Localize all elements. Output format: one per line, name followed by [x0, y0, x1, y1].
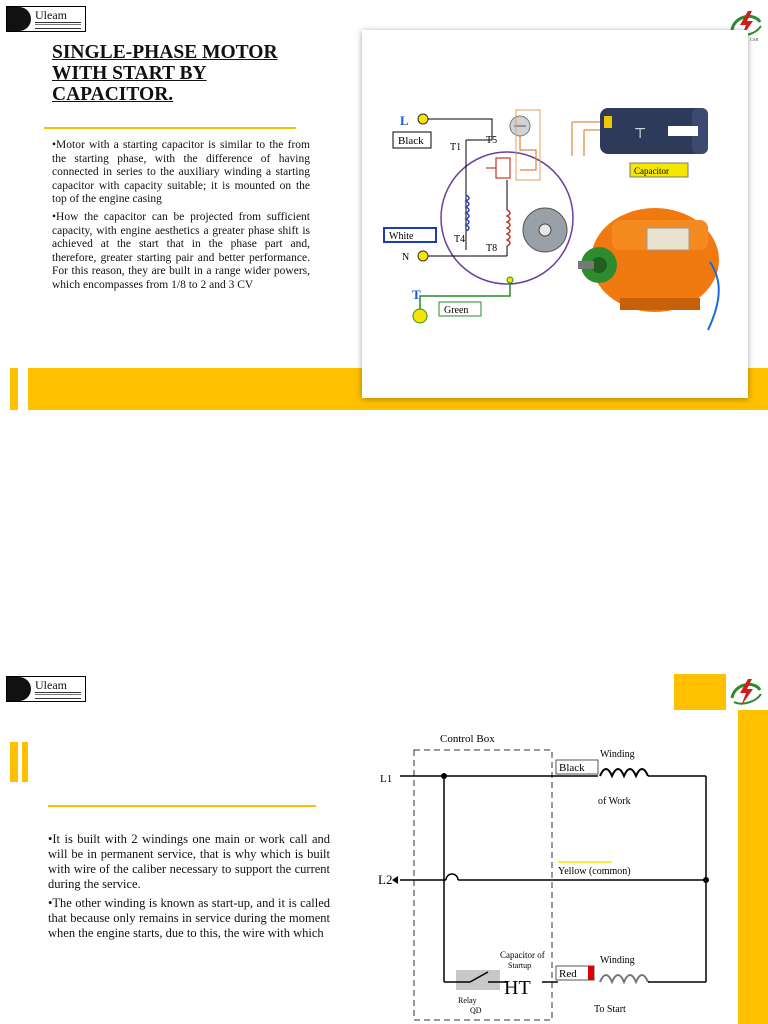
relay-label: Relay: [458, 996, 477, 1005]
svg-text:⊤: ⊤: [634, 127, 647, 142]
title-underline-rule: [48, 805, 316, 807]
accent-side-bar: [738, 710, 768, 1024]
terminal-n-icon: [418, 251, 428, 261]
university-emblem-icon: [7, 7, 31, 31]
red-wire-label: Red: [559, 968, 577, 980]
work-winding-coil-icon: [600, 769, 648, 776]
white-wire-label: White: [389, 231, 414, 242]
black-wire-label: Black: [559, 762, 585, 774]
qd-label: QD: [470, 1006, 482, 1015]
slide-2: [0, 672, 768, 1024]
centrifugal-switch-icon: [486, 158, 510, 178]
winding-start-label: Winding: [600, 955, 635, 966]
svg-text:CAR: CAR: [750, 37, 759, 42]
startup-label: Startup: [508, 961, 532, 970]
university-emblem-icon: [7, 677, 31, 701]
capacitor-of-label: Capacitor of: [500, 950, 545, 960]
slide2-body: [48, 832, 330, 945]
control-box-diagram-card: [362, 712, 738, 1024]
t1-label: T1: [450, 142, 462, 153]
black-wire-label: Black: [398, 135, 424, 147]
wiring-diagram-card: [362, 30, 748, 398]
uleam-logo: [6, 6, 86, 32]
logo-text: Uleam: [35, 678, 67, 692]
uleam-logo: [6, 676, 86, 702]
terminal-l-icon: [418, 114, 428, 124]
terminal-n-label: N: [402, 252, 410, 263]
terminal-l-label: L: [400, 113, 409, 128]
start-winding-coil-icon: [507, 210, 510, 246]
paragraph: •The other winding is known as start-up, and it is called that because only remains in service during the moment when the engine starts, due to this, the wire with which: [48, 896, 330, 940]
control-box-circuit-diagram: [362, 712, 738, 1024]
slide-title: SINGLE-PHASE MOTOR WITH START BY CAPACITOR.: [52, 42, 278, 105]
capacitor-icon: [572, 108, 708, 156]
l2-label: L2: [378, 872, 393, 887]
l1-label: L1: [380, 773, 393, 785]
main-winding-coil-icon: [466, 195, 469, 231]
slide1-body: [52, 139, 310, 297]
capacitor-label: Capacitor: [634, 166, 669, 176]
paragraph: •Motor with a starting capacitor is similar to the from the starting phase, with the difference of having connected in series to the auxiliary winding a starting capacitor with capacity suitable; it is mounted on the top of the engine casing: [52, 139, 310, 206]
start-winding-coil-icon: [600, 975, 648, 982]
car-corner-logo-icon: [728, 676, 764, 710]
electric-motor-icon: [578, 208, 719, 330]
slide-1: [0, 0, 768, 412]
terminal-t-label: T: [412, 287, 421, 302]
t8-label: T8: [486, 243, 498, 254]
winding-work-label: Winding: [600, 749, 635, 760]
control-box-label: Control Box: [440, 733, 495, 745]
accent-stripe: [22, 742, 28, 782]
accent-stripe: [10, 742, 18, 782]
ground-icon: [413, 309, 427, 323]
logo-text: Uleam: [35, 8, 67, 22]
capacitor-symbol-label: HT: [504, 977, 531, 999]
title-underline-rule: [44, 127, 296, 129]
t5-label: T5: [486, 135, 498, 146]
motor-wiring-diagram: [362, 30, 748, 398]
yellow-common-label: Yellow (common): [558, 866, 631, 877]
accent-stripe: [10, 368, 18, 410]
t4-label: T4: [454, 234, 466, 245]
accent-block: [674, 674, 726, 710]
to-start-label: To Start: [594, 1004, 626, 1015]
green-wire-label: Green: [444, 305, 469, 316]
paragraph: •How the capacitor can be projected from sufficient capacity, with engine aesthetics a greater phase shift is achieved at the start that in the phase part and, therefore, greater starting pair and better performance. For this reason, they are built in a range wider powers, which encompasses from 1/8 to 2 and 3 CV: [52, 210, 310, 291]
relay-box-icon: [456, 970, 500, 990]
paragraph: •It is built with 2 windings one main or work call and will be in permanent service, that is why which is built with wire of the caliber necessary to support the current during the service.: [48, 832, 330, 891]
of-work-label: of Work: [598, 796, 631, 807]
